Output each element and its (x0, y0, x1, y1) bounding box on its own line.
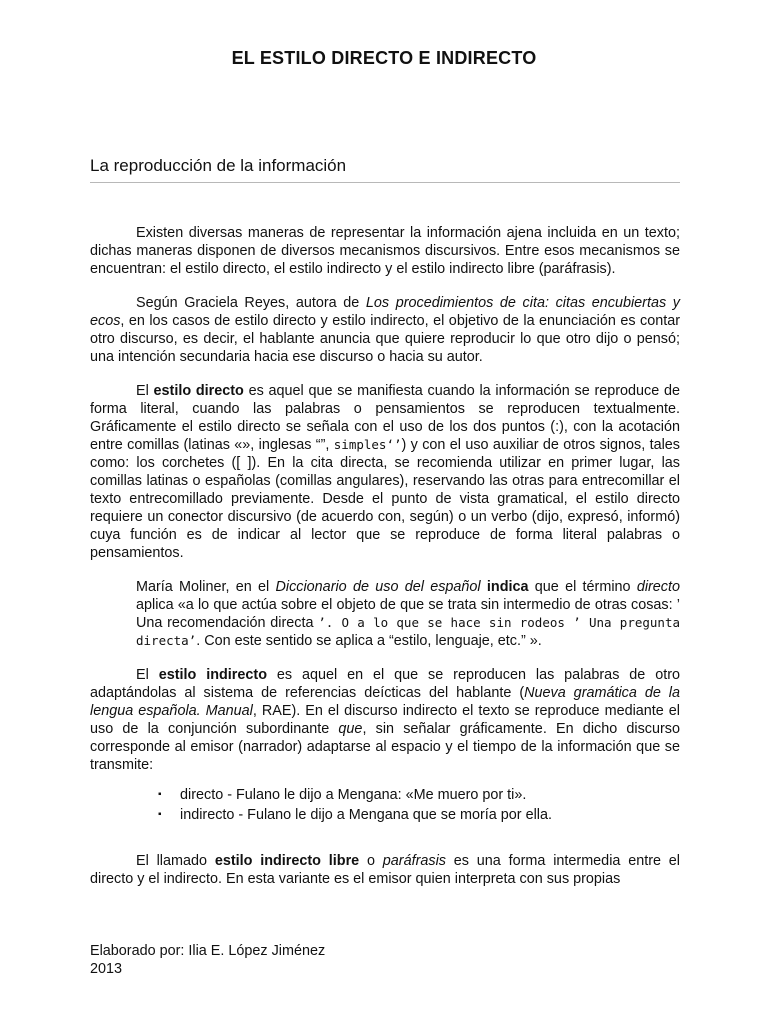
text-segment: es aquel en el que se reproducen las palabras de otro adaptándolas al sistema de referencias deícticas del hablante ( (90, 667, 681, 701)
bullet-square-icon: ▪ (158, 809, 162, 820)
term-estilo-directo: estilo directo (153, 383, 244, 399)
text-segment: El (136, 667, 159, 683)
book-title: Los procedimientos de cita: citas encubiertas y ecos (90, 295, 680, 329)
paragraph-estilo-directo (90, 382, 680, 562)
bullet-square-icon: ▪ (158, 789, 162, 800)
text-segment: El (136, 383, 154, 399)
section-heading: La reproducción de la información (90, 156, 680, 183)
list-item-text: indirecto - Fulano le dijo a Mengana que se moría por ella. (180, 807, 552, 823)
text-segment: , en los casos de estilo directo y estilo indirecto, el objetivo de la enunciación es contar otro discurso, es decir, el hablante anuncia que quiere reproducir lo que otro dijo o pensó; una intención secundaria hacia ese discurso o hacia su autor. (90, 313, 680, 365)
text-segment: ) y con el uso auxiliar de otros signos, tales como: los corchetes ([ ]). En la cita directa, se recomienda utilizar en primer lugar, las comillas latinas o españolas (comillas angulares), reservando las otras para entrecomillar el texto entrecomillado previamente. Desde el punto de vista gramatical, el estilo directo requiere un conector discursivo (de acuerdo con, según) o un verbo (dijo, expresó, informó) cuya función es de indicar al lector que se reproduce de forma literal palabras o pensamientos. (90, 437, 680, 561)
footer-author: Elaborado por: Ilia E. López Jiménez (90, 943, 326, 959)
paragraph-estilo-indirecto (90, 666, 680, 774)
text-segment: Según Graciela Reyes, autora de (136, 295, 366, 311)
text-segment: María Moliner, en el (136, 579, 276, 595)
list-item (158, 786, 680, 804)
text-segment: es aquel que se manifiesta cuando la información se reproduce de forma literal, cuando las palabras o pensamientos se reproducen textualmente. Gráficamente el estilo directo se señala con el uso de los dos puntos (:), con la acotación entre comillas (latinas «», inglesas “”, (90, 383, 681, 453)
page-footer (90, 942, 325, 978)
text-segment: , RAE). En el discurso indirecto el texto se reproduce mediante el uso de la conjunción subordinante (90, 703, 680, 737)
term-parafrasis: paráfrasis (382, 853, 446, 869)
paragraph-maria-moliner (136, 578, 680, 650)
term-directo: directo (636, 579, 681, 595)
paragraph-estilo-indirecto-libre (90, 852, 680, 888)
body-text (90, 224, 680, 904)
book-title: Nueva gramática de la lengua española. Manual (90, 685, 681, 719)
term-estilo-indirecto-libre: estilo indirecto libre (214, 853, 360, 869)
text-segment: que el término (528, 579, 637, 595)
document-title: EL ESTILO DIRECTO E INDIRECTO (231, 48, 537, 68)
text-segment-mono: ’. O a lo que se hace sin rodeos ’ Una pregunta directa’ (136, 615, 680, 648)
paragraph-graciela-reyes (90, 294, 680, 366)
text-segment: aplica «a lo que actúa sobre el objeto de que se trata sin intermedio de otras cosas: ’ Una recomendación directa (136, 597, 680, 631)
book-title: Diccionario de uso del español (275, 579, 481, 595)
text-segment: El llamado (136, 853, 215, 869)
examples-list (90, 786, 680, 824)
paragraph-intro: Existen diversas maneras de representar la información ajena incluida en un texto; dichas maneras disponen de diversos mecanismos discursivos. Entre esos mecanismos se encuentran: el estilo directo, el estilo indirecto y el estilo indirecto libre (paráfrasis). (90, 225, 680, 277)
text-segment: , sin señalar gráficamente. En dicho discurso corresponde al emisor (narrador) adaptarse al espacio y el tiempo de la información que se transmite: (90, 721, 680, 773)
term-indica: indica (486, 579, 529, 595)
list-item-text: directo - Fulano le dijo a Mengana: «Me muero por ti». (180, 787, 527, 803)
term-que: que (338, 721, 363, 737)
text-segment: es una forma intermedia entre el directo y el indirecto. En esta variante es el emisor quien interpreta con sus propias (90, 853, 681, 887)
text-segment-mono: simples‘’ (333, 437, 402, 452)
term-estilo-indirecto: estilo indirecto (158, 667, 267, 683)
text-segment: o (359, 853, 383, 869)
text-segment: . Con este sentido se aplica a “estilo, lenguaje, etc.” ». (196, 633, 542, 649)
footer-year: 2013 (90, 961, 123, 977)
list-item (158, 806, 680, 824)
